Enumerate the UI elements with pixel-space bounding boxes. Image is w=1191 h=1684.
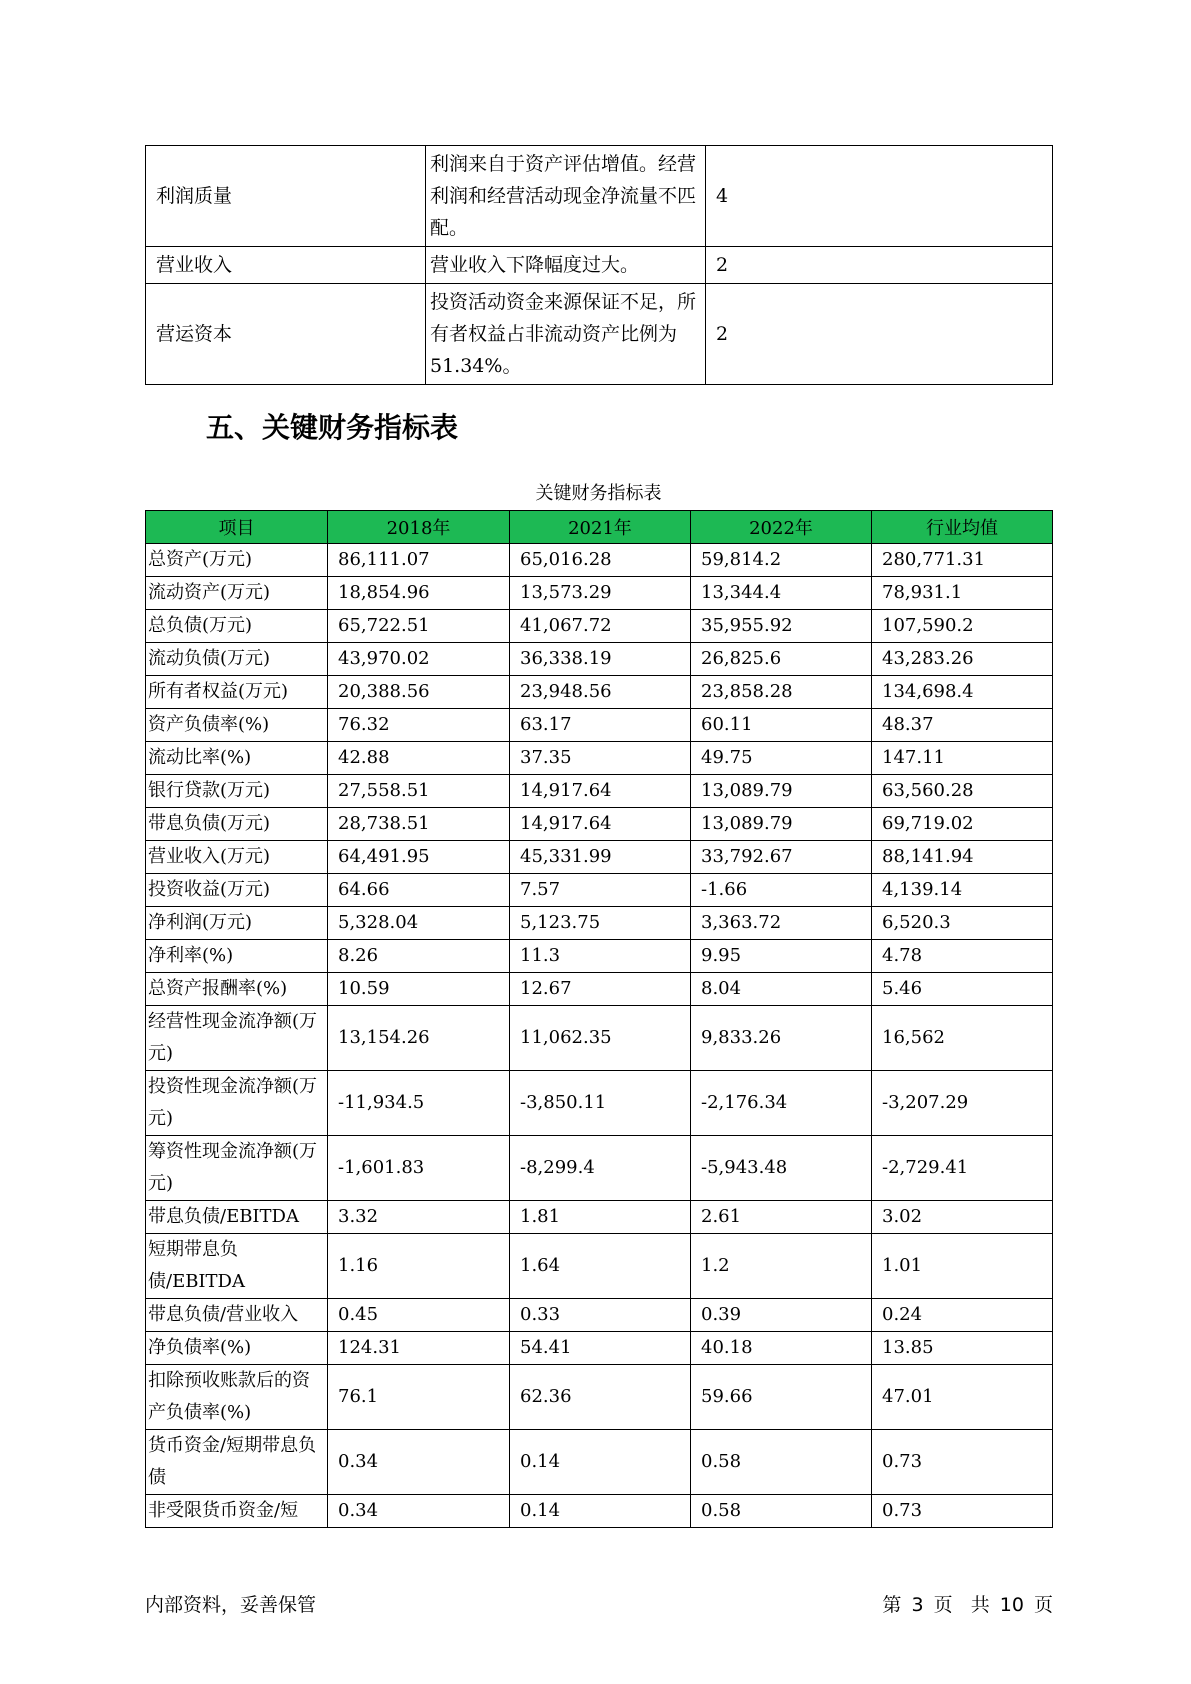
header-2022: 2022年 xyxy=(691,511,872,544)
value-2022: 23,858.28 xyxy=(691,676,872,709)
table-row xyxy=(146,1071,1053,1136)
table-row xyxy=(146,544,1053,577)
value-2021: 45,331.99 xyxy=(510,841,691,874)
value-2022: 3,363.72 xyxy=(691,907,872,940)
metric-name: 非受限货币资金/短 xyxy=(146,1495,328,1528)
value-industry-average: 43,283.26 xyxy=(872,643,1053,676)
metric-name: 资产负债率(%) xyxy=(146,709,328,742)
value-2021: 11.3 xyxy=(510,940,691,973)
value-industry-average: 69,719.02 xyxy=(872,808,1053,841)
value-2018: 0.34 xyxy=(328,1495,510,1528)
value-2018: 18,854.96 xyxy=(328,577,510,610)
value-2018: 1.16 xyxy=(328,1234,510,1299)
value-2018: 64.66 xyxy=(328,874,510,907)
value-2022: 9,833.26 xyxy=(691,1006,872,1071)
table-row xyxy=(146,1495,1053,1528)
metric-name: 营业收入(万元) xyxy=(146,841,328,874)
value-2022: 0.58 xyxy=(691,1430,872,1495)
value-industry-average: 0.73 xyxy=(872,1430,1053,1495)
table-row xyxy=(146,1299,1053,1332)
risk-factor-name: 营运资本 xyxy=(146,284,426,385)
value-2022: 0.58 xyxy=(691,1495,872,1528)
value-industry-average: 16,562 xyxy=(872,1006,1053,1071)
risk-row xyxy=(146,284,1053,385)
value-2021: 7.57 xyxy=(510,874,691,907)
risk-row xyxy=(146,146,1053,247)
value-2022: 13,344.4 xyxy=(691,577,872,610)
value-2022: 0.39 xyxy=(691,1299,872,1332)
value-2022: 33,792.67 xyxy=(691,841,872,874)
metric-name: 带息负债/营业收入 xyxy=(146,1299,328,1332)
table-row xyxy=(146,709,1053,742)
metric-name: 总资产(万元) xyxy=(146,544,328,577)
risk-factor-score: 2 xyxy=(706,284,1053,385)
value-industry-average: -3,207.29 xyxy=(872,1071,1053,1136)
value-2018: -1,601.83 xyxy=(328,1136,510,1201)
value-2022: -1.66 xyxy=(691,874,872,907)
metric-name: 带息负债(万元) xyxy=(146,808,328,841)
table-row xyxy=(146,643,1053,676)
value-2021: 41,067.72 xyxy=(510,610,691,643)
value-2021: -8,299.4 xyxy=(510,1136,691,1201)
value-2022: 8.04 xyxy=(691,973,872,1006)
value-2021: 54.41 xyxy=(510,1332,691,1365)
value-2022: 13,089.79 xyxy=(691,775,872,808)
risk-factor-name: 营业收入 xyxy=(146,247,426,284)
value-2018: 13,154.26 xyxy=(328,1006,510,1071)
metric-name: 所有者权益(万元) xyxy=(146,676,328,709)
confidential-notice: 内部资料，妥善保管 xyxy=(145,1594,317,1616)
value-2018: 5,328.04 xyxy=(328,907,510,940)
value-industry-average: -2,729.41 xyxy=(872,1136,1053,1201)
value-2018: 42.88 xyxy=(328,742,510,775)
metric-name: 货币资金/短期带息负债 xyxy=(146,1430,328,1495)
header-2021: 2021年 xyxy=(510,511,691,544)
header-item: 项目 xyxy=(146,511,328,544)
value-2021: 63.17 xyxy=(510,709,691,742)
value-2022: 59,814.2 xyxy=(691,544,872,577)
value-2022: 49.75 xyxy=(691,742,872,775)
risk-factor-table xyxy=(145,145,1053,385)
value-industry-average: 88,141.94 xyxy=(872,841,1053,874)
value-2021: 13,573.29 xyxy=(510,577,691,610)
value-2018: 64,491.95 xyxy=(328,841,510,874)
value-2021: 37.35 xyxy=(510,742,691,775)
key-financial-metrics-table xyxy=(145,510,1053,1528)
value-2022: 1.2 xyxy=(691,1234,872,1299)
table-row xyxy=(146,1006,1053,1071)
value-2018: 43,970.02 xyxy=(328,643,510,676)
table-row xyxy=(146,577,1053,610)
metric-name: 流动比率(%) xyxy=(146,742,328,775)
value-2022: 40.18 xyxy=(691,1332,872,1365)
value-industry-average: 134,698.4 xyxy=(872,676,1053,709)
value-2018: 28,738.51 xyxy=(328,808,510,841)
value-industry-average: 47.01 xyxy=(872,1365,1053,1430)
value-2021: 23,948.56 xyxy=(510,676,691,709)
metric-name: 扣除预收账款后的资产负债率(%) xyxy=(146,1365,328,1430)
value-industry-average: 13.85 xyxy=(872,1332,1053,1365)
value-2018: 76.32 xyxy=(328,709,510,742)
metric-name: 投资性现金流净额(万元) xyxy=(146,1071,328,1136)
value-industry-average: 78,931.1 xyxy=(872,577,1053,610)
value-industry-average: 147.11 xyxy=(872,742,1053,775)
metric-name: 流动资产(万元) xyxy=(146,577,328,610)
page-number: 3 xyxy=(911,1594,924,1616)
risk-factor-score: 4 xyxy=(706,146,1053,247)
value-industry-average: 6,520.3 xyxy=(872,907,1053,940)
total-suffix: 页 xyxy=(1033,1594,1053,1616)
risk-factor-name: 利润质量 xyxy=(146,146,426,247)
value-2021: 12.67 xyxy=(510,973,691,1006)
value-2018: -11,934.5 xyxy=(328,1071,510,1136)
value-2022: 13,089.79 xyxy=(691,808,872,841)
metric-name: 经营性现金流净额(万元) xyxy=(146,1006,328,1071)
table-caption: 关键财务指标表 xyxy=(535,483,662,504)
risk-factor-score: 2 xyxy=(706,247,1053,284)
value-2021: 62.36 xyxy=(510,1365,691,1430)
table-row xyxy=(146,808,1053,841)
page-indicator xyxy=(878,1590,1053,1617)
value-2022: 2.61 xyxy=(691,1201,872,1234)
value-2018: 0.34 xyxy=(328,1430,510,1495)
page-suffix: 页 xyxy=(933,1594,953,1616)
metric-name: 流动负债(万元) xyxy=(146,643,328,676)
value-2021: 0.33 xyxy=(510,1299,691,1332)
value-2018: 86,111.07 xyxy=(328,544,510,577)
value-industry-average: 1.01 xyxy=(872,1234,1053,1299)
value-industry-average: 4,139.14 xyxy=(872,874,1053,907)
value-2018: 27,558.51 xyxy=(328,775,510,808)
value-2021: -3,850.11 xyxy=(510,1071,691,1136)
metrics-header-row xyxy=(146,511,1053,544)
value-2018: 76.1 xyxy=(328,1365,510,1430)
metric-name: 带息负债/EBITDA xyxy=(146,1201,328,1234)
value-2022: 9.95 xyxy=(691,940,872,973)
value-industry-average: 280,771.31 xyxy=(872,544,1053,577)
table-row xyxy=(146,742,1053,775)
value-industry-average: 63,560.28 xyxy=(872,775,1053,808)
value-2018: 65,722.51 xyxy=(328,610,510,643)
value-2022: -5,943.48 xyxy=(691,1136,872,1201)
metric-name: 总负债(万元) xyxy=(146,610,328,643)
table-row xyxy=(146,874,1053,907)
value-2022: 60.11 xyxy=(691,709,872,742)
value-2018: 124.31 xyxy=(328,1332,510,1365)
table-row xyxy=(146,676,1053,709)
metric-name: 银行贷款(万元) xyxy=(146,775,328,808)
metric-name: 投资收益(万元) xyxy=(146,874,328,907)
value-2021: 14,917.64 xyxy=(510,808,691,841)
table-row xyxy=(146,1365,1053,1430)
table-row xyxy=(146,973,1053,1006)
table-row xyxy=(146,1201,1053,1234)
value-2018: 8.26 xyxy=(328,940,510,973)
table-row xyxy=(146,907,1053,940)
value-industry-average: 4.78 xyxy=(872,940,1053,973)
value-2021: 36,338.19 xyxy=(510,643,691,676)
value-2021: 14,917.64 xyxy=(510,775,691,808)
value-industry-average: 3.02 xyxy=(872,1201,1053,1234)
header-industry-average: 行业均值 xyxy=(872,511,1053,544)
value-2021: 5,123.75 xyxy=(510,907,691,940)
table-row xyxy=(146,1234,1053,1299)
value-2018: 0.45 xyxy=(328,1299,510,1332)
value-2022: 35,955.92 xyxy=(691,610,872,643)
table-row xyxy=(146,775,1053,808)
value-2018: 10.59 xyxy=(328,973,510,1006)
metric-name: 净利率(%) xyxy=(146,940,328,973)
value-2021: 1.64 xyxy=(510,1234,691,1299)
table-row xyxy=(146,841,1053,874)
header-2018: 2018年 xyxy=(328,511,510,544)
value-2021: 1.81 xyxy=(510,1201,691,1234)
value-2021: 0.14 xyxy=(510,1495,691,1528)
metric-name: 净负债率(%) xyxy=(146,1332,328,1365)
metric-name: 净利润(万元) xyxy=(146,907,328,940)
metric-name: 总资产报酬率(%) xyxy=(146,973,328,1006)
risk-factor-description: 营业收入下降幅度过大。 xyxy=(426,247,706,284)
value-industry-average: 107,590.2 xyxy=(872,610,1053,643)
total-prefix: 共 xyxy=(970,1594,990,1616)
risk-factor-description: 投资活动资金来源保证不足，所有者权益占非流动资产比例为51.34%。 xyxy=(426,284,706,385)
value-2022: 26,825.6 xyxy=(691,643,872,676)
table-row xyxy=(146,940,1053,973)
table-row xyxy=(146,1136,1053,1201)
metric-name: 短期带息负债/EBITDA xyxy=(146,1234,328,1299)
value-2021: 11,062.35 xyxy=(510,1006,691,1071)
risk-factor-description: 利润来自于资产评估增值。经营利润和经营活动现金净流量不匹配。 xyxy=(426,146,706,247)
value-industry-average: 0.73 xyxy=(872,1495,1053,1528)
value-industry-average: 0.24 xyxy=(872,1299,1053,1332)
risk-row xyxy=(146,247,1053,284)
value-2021: 65,016.28 xyxy=(510,544,691,577)
value-2018: 3.32 xyxy=(328,1201,510,1234)
value-2021: 0.14 xyxy=(510,1430,691,1495)
value-2022: 59.66 xyxy=(691,1365,872,1430)
metric-name: 筹资性现金流净额(万元) xyxy=(146,1136,328,1201)
table-row xyxy=(146,1332,1053,1365)
total-pages: 10 xyxy=(999,1594,1024,1616)
value-2022: -2,176.34 xyxy=(691,1071,872,1136)
table-row xyxy=(146,1430,1053,1495)
value-industry-average: 5.46 xyxy=(872,973,1053,1006)
value-industry-average: 48.37 xyxy=(872,709,1053,742)
value-2018: 20,388.56 xyxy=(328,676,510,709)
table-row xyxy=(146,610,1053,643)
section-heading: 五、关键财务指标表 xyxy=(206,411,459,444)
page-prefix: 第 xyxy=(882,1594,902,1616)
